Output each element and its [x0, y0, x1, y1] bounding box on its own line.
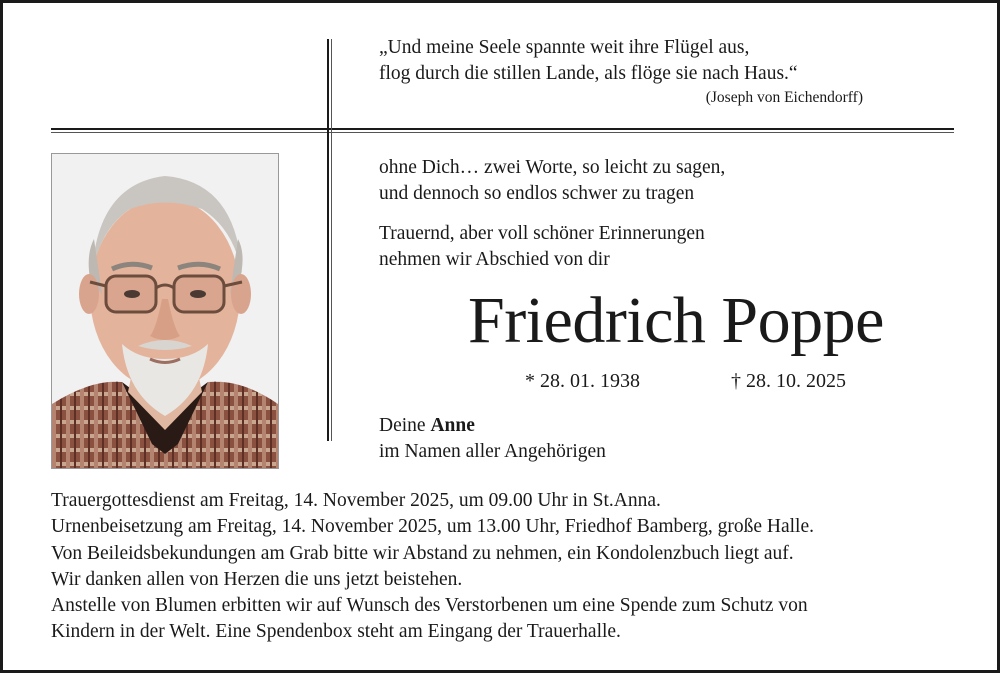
- birth-date: * 28. 01. 1938: [525, 370, 640, 392]
- intro-line-1: ohne Dich… zwei Worte, so leicht zu sagen,: [379, 157, 726, 178]
- signature-name: Anne: [430, 415, 475, 436]
- intro-line-2: und dennoch so endlos schwer zu tragen: [379, 183, 695, 204]
- cross-vertical-bar-shadow: [331, 39, 332, 441]
- cross-horizontal-bar-shadow: [51, 132, 954, 133]
- portrait-photo: [51, 153, 279, 469]
- notice-line: Wir danken allen von Herzen die uns jetzt beistehen.: [51, 568, 463, 590]
- quote-line-2: flog durch die stillen Lande, als flöge sie nach Haus.“: [379, 63, 798, 84]
- farewell-line-2: nehmen wir Abschied von dir: [379, 249, 610, 270]
- signature-line-1: [379, 413, 899, 439]
- signature-prefix: Deine: [379, 415, 431, 436]
- cross-horizontal-bar: [51, 128, 954, 130]
- notice-line: Von Beileidsbekundungen am Grab bitte wir Abstand zu nehmen, ein Kondolenzbuch liegt auf.: [51, 542, 794, 564]
- farewell-text: [379, 221, 899, 273]
- quote: [379, 35, 869, 87]
- intro-text: [379, 155, 899, 207]
- notice-line: Kindern in der Welt. Eine Spendenbox steht am Eingang der Trauerhalle.: [51, 621, 621, 643]
- signature-line-2: im Namen aller Angehörigen: [379, 441, 606, 462]
- deceased-name: Friedrich Poppe: [468, 284, 884, 357]
- quote-author: (Joseph von Eichendorff): [705, 89, 863, 106]
- farewell-line-1: Trauernd, aber voll schöner Erinnerungen: [379, 223, 705, 244]
- cross-vertical-bar: [327, 39, 329, 441]
- portrait-illustration: [52, 154, 278, 468]
- signature: [379, 413, 899, 465]
- service-notice: [51, 488, 961, 646]
- notice-line: Anstelle von Blumen erbitten wir auf Wunsch des Verstorbenen um eine Spende zum Schutz von: [51, 595, 808, 617]
- notice-line: Urnenbeisetzung am Freitag, 14. November 2025, um 13.00 Uhr, Friedhof Bamberg, große Halle.: [51, 516, 814, 538]
- notice-line: Trauergottesdienst am Freitag, 14. November 2025, um 09.00 Uhr in St.Anna.: [51, 490, 661, 511]
- quote-line-1: „Und meine Seele spannte weit ihre Flügel aus,: [379, 37, 750, 58]
- death-date: † 28. 10. 2025: [731, 370, 846, 392]
